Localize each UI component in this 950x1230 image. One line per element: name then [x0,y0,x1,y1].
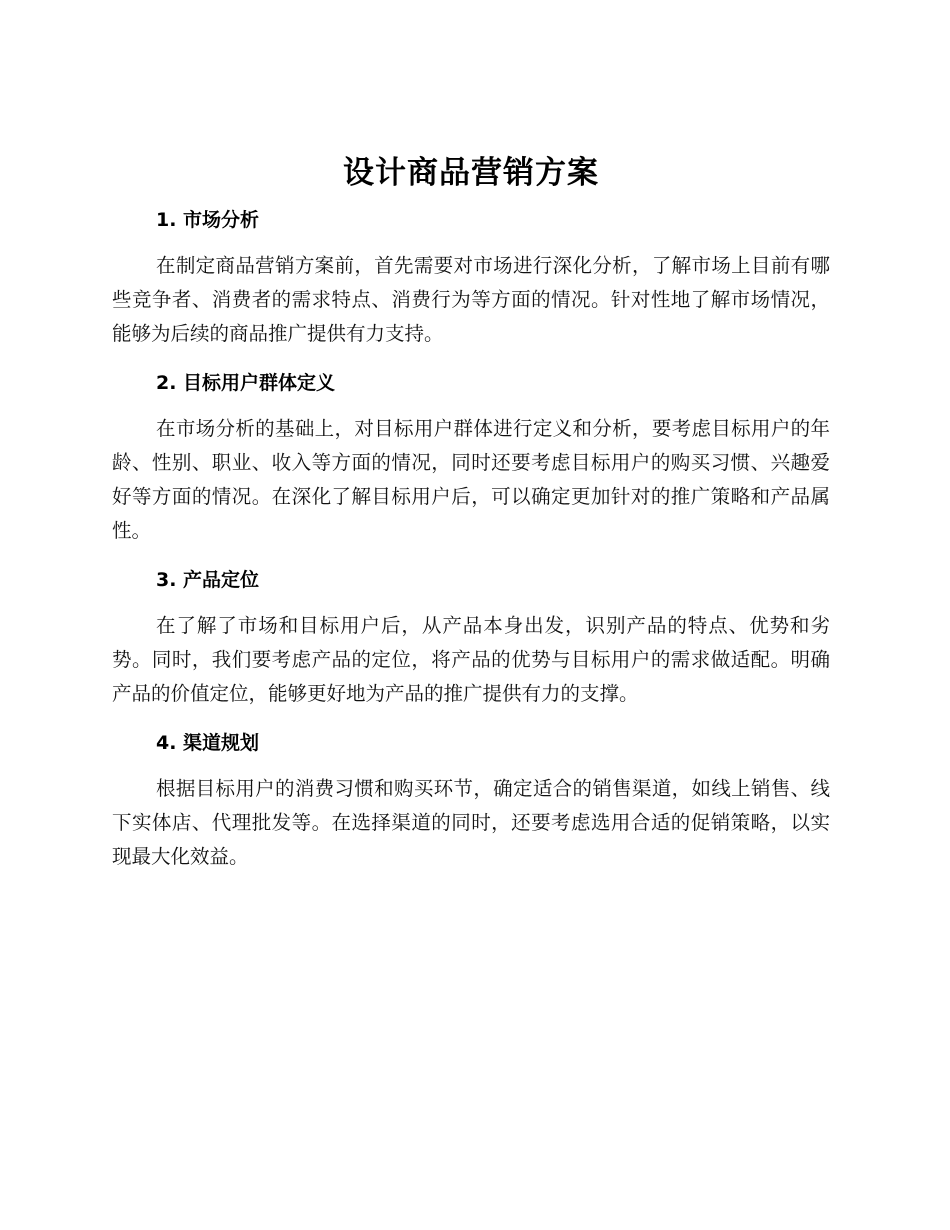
section-paragraph: 根据目标用户的消费习惯和购买环节，确定适合的销售渠道，如线上销售、线下实体店、代理批发等。在选择渠道的同时，还要考虑选用合适的促销策略，以实现最大化效益。 [112,777,830,868]
section-target-users [112,367,830,548]
section-heading: 1. 市场分析 [156,209,260,231]
section-heading: 4. 渠道规划 [156,732,260,754]
section-product-positioning [112,564,830,711]
section-channel-planning [112,727,830,874]
document-title: 设计商品营销方案 [343,155,599,191]
document-page [112,148,830,890]
section-market-analysis [112,204,830,351]
section-paragraph: 在了解了市场和目标用户后，从产品本身出发，识别产品的特点、优势和劣势。同时，我们要考虑产品的定位，将产品的优势与目标用户的需求做适配。明确产品的价值定位，能够更好地为产品的推广提供有力的支撑。 [112,614,830,705]
section-heading: 2. 目标用户群体定义 [156,372,336,394]
section-heading: 3. 产品定位 [156,569,260,591]
section-paragraph: 在市场分析的基础上，对目标用户群体进行定义和分析，要考虑目标用户的年龄、性别、职业、收入等方面的情况，同时还要考虑目标用户的购买习惯、兴趣爱好等方面的情况。在深化了解目标用户后，可以确定更加针对的推广策略和产品属性。 [112,417,830,542]
section-paragraph: 在制定商品营销方案前，首先需要对市场进行深化分析，了解市场上目前有哪些竞争者、消费者的需求特点、消费行为等方面的情况。针对性地了解市场情况，能够为后续的商品推广提供有力支持。 [112,254,830,345]
